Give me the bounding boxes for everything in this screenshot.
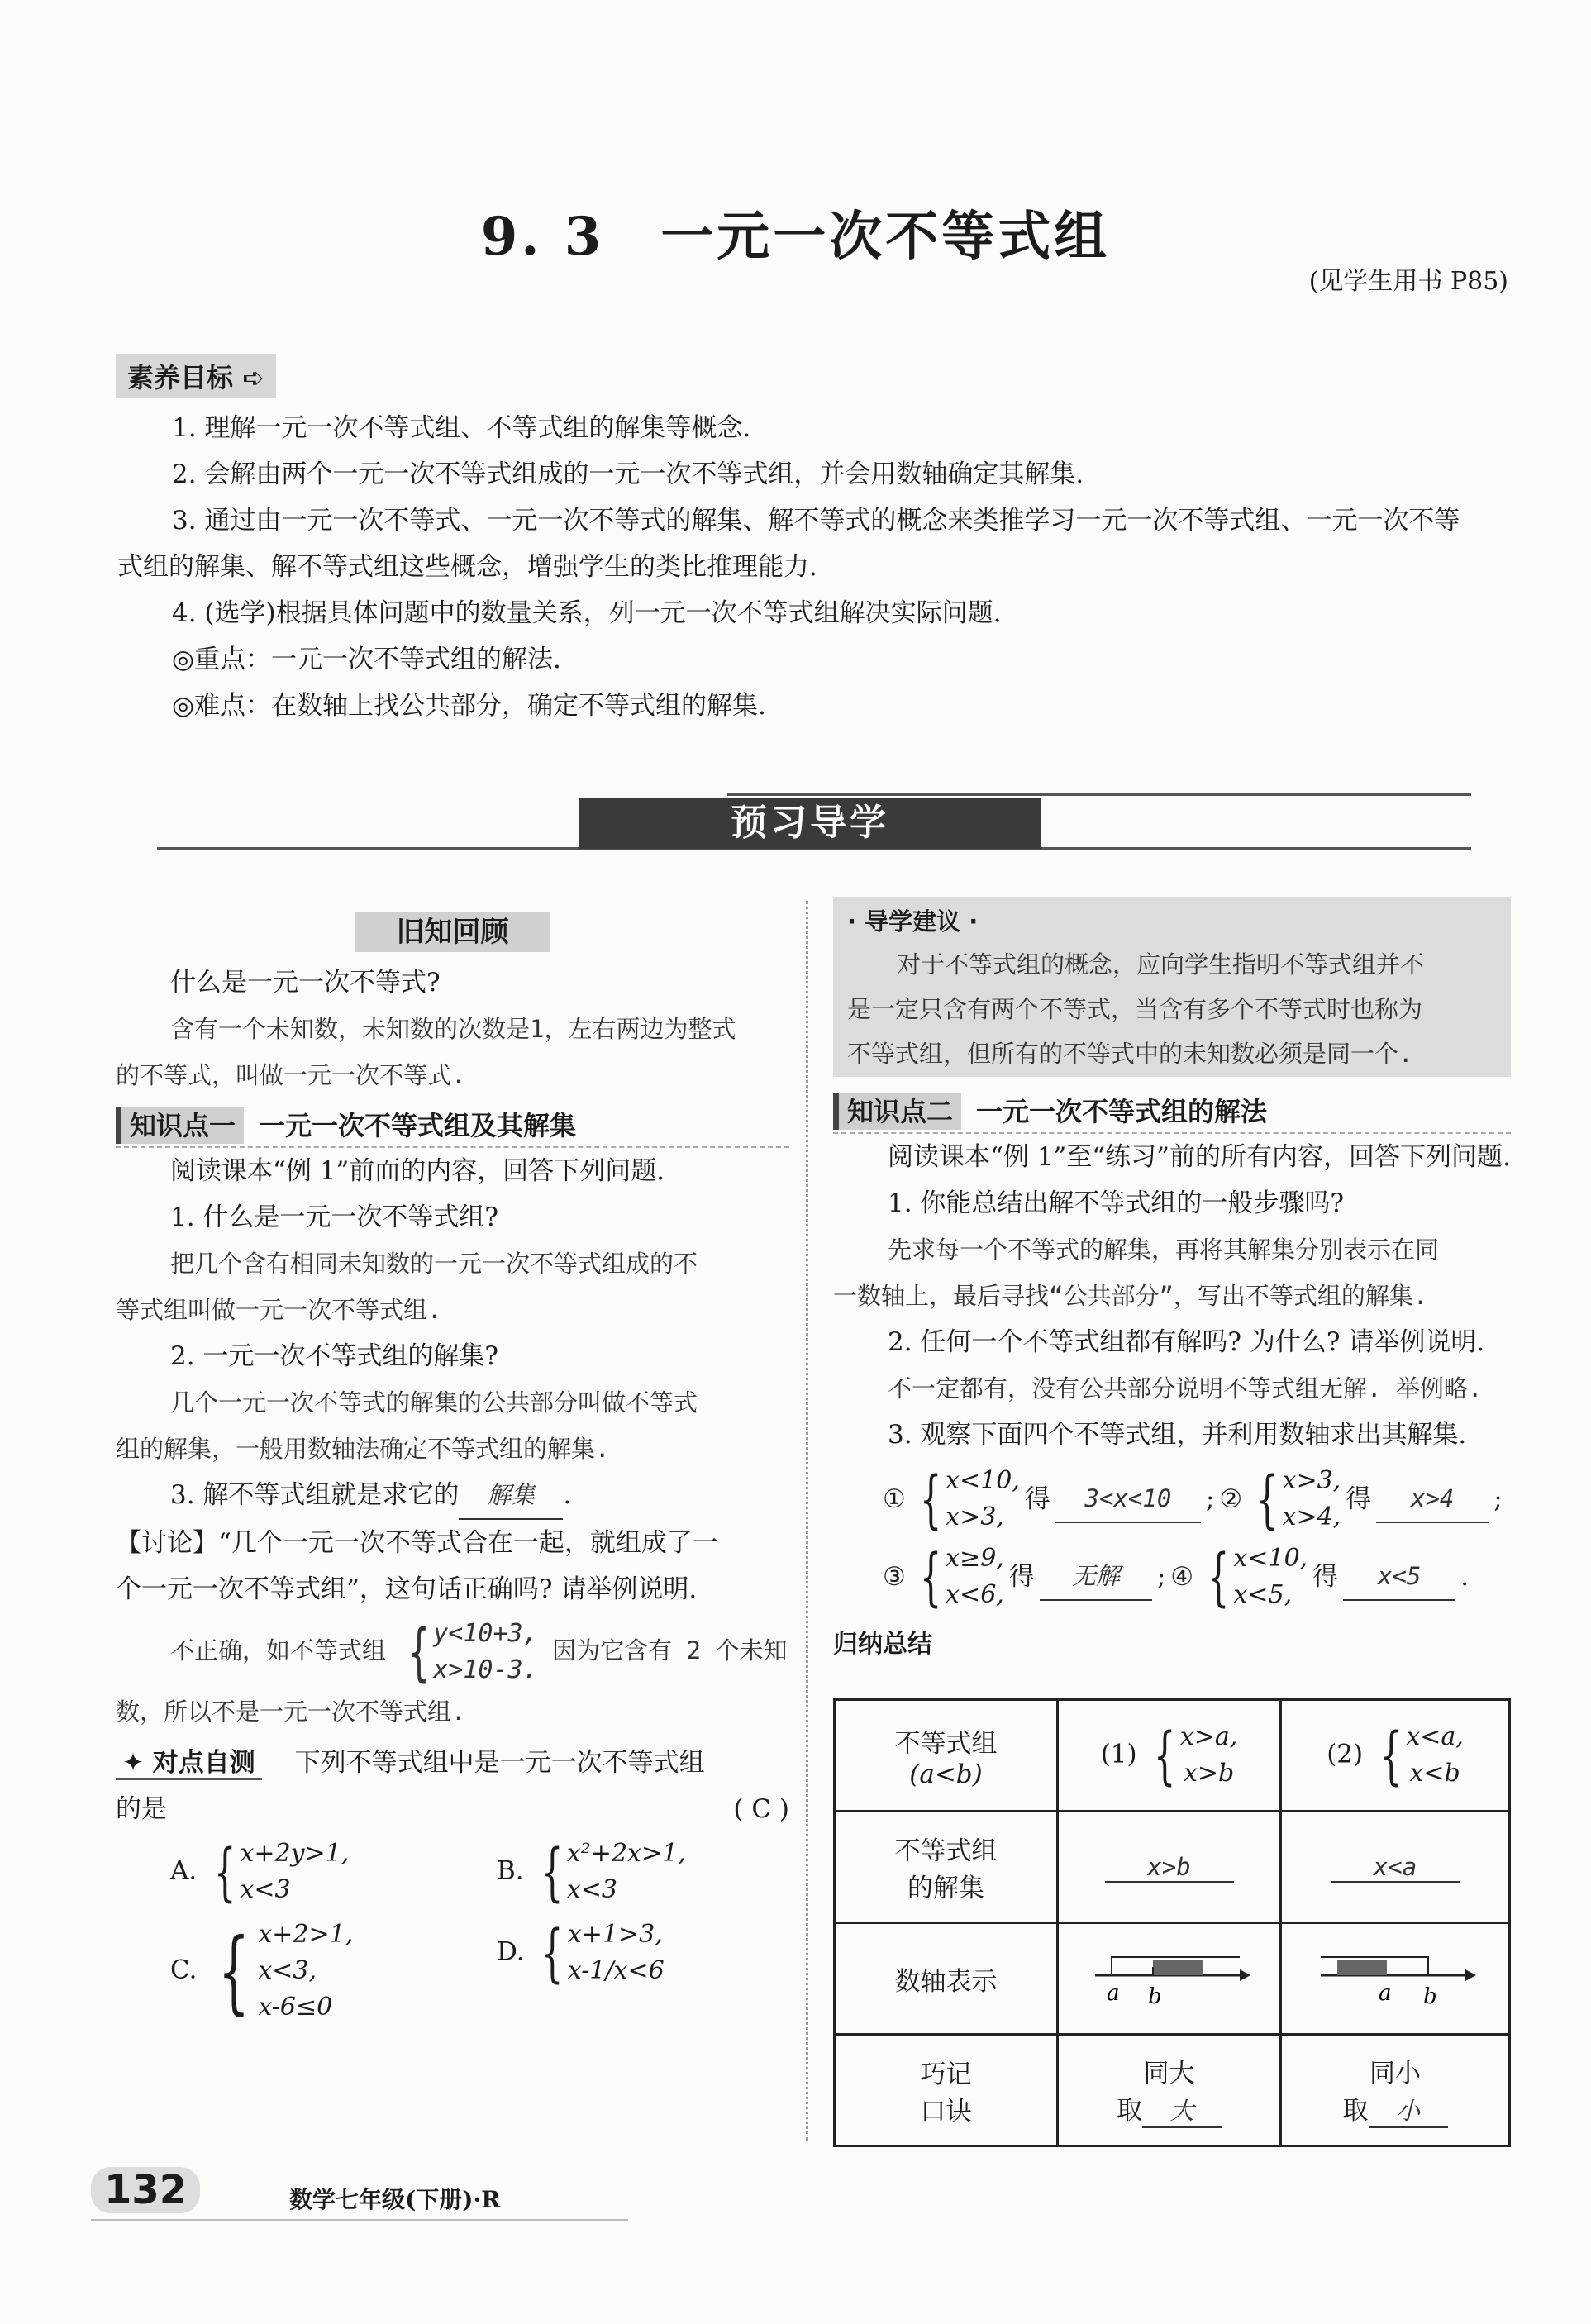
system-number: ② (1219, 1484, 1243, 1514)
inequality: x<10, (946, 1466, 1020, 1495)
get-word: 得 (1008, 1562, 1035, 1592)
inequality-system: { y<10+3, x>10-3. (408, 1615, 538, 1688)
period: . (563, 1480, 572, 1510)
answer: 组的解集，一般用数轴法确定不等式组的解集. (116, 1435, 610, 1463)
guide-line: 不等式组，但所有的不等式中的未知数必须是同一个. (847, 1040, 1413, 1068)
option-b (497, 1836, 823, 1908)
goals-tag-label: 素养目标 (127, 362, 234, 393)
table-cell (835, 1812, 1058, 1923)
answer: 几个一元一次不等式的解集的公共部分叫做不等式 (170, 1388, 698, 1417)
inequality: x>3, (1282, 1466, 1341, 1495)
inequality: x+2y>1, (240, 1839, 350, 1868)
answer-blank: 3<x<10 (1055, 1475, 1201, 1523)
summary-title: 归纳总结 (833, 1630, 932, 1659)
cell-number: (1) (1100, 1739, 1137, 1769)
key-point: ◎重点：一元一次不等式组的解法. (172, 645, 561, 674)
self-test-label: 对点自测 (152, 1748, 255, 1778)
inequality: x-6≤0 (258, 1993, 333, 2022)
cell-text: 不等式组 (894, 1728, 998, 1759)
systems-row-2 (833, 1541, 1511, 1613)
inequality: x+1>3, (567, 1920, 663, 1949)
book-title: 数学七年级(下册)·R (289, 2186, 501, 2213)
inequality: x<3 (240, 1875, 291, 1904)
guide-title: · 导学建议 · (847, 907, 979, 936)
right-column (833, 1091, 1511, 1660)
option-label: C. (170, 1955, 198, 1985)
answer-text: 不正确，如不等式组 (170, 1636, 387, 1664)
options-grid (116, 1836, 789, 2026)
goal-line: 式组的解集、解不等式组这些概念，增强学生的类比推理能力. (117, 552, 817, 582)
left-column (116, 909, 789, 2026)
cell-text: 不等式组 (894, 1836, 998, 1866)
table-cell (1058, 1812, 1281, 1923)
fill-question (116, 1472, 789, 1520)
review-answer: 的不等式，叫做一元一次不等式. (116, 1061, 466, 1089)
table-cell (1281, 1923, 1510, 2035)
inequality: x+2>1, (258, 1920, 354, 1949)
goal-line: 2. 会解由两个一元一次不等式组成的一元一次不等式组，并会用数轴确定其解集. (172, 460, 1084, 489)
solution-shade (1337, 1960, 1387, 1975)
guide-line: 是一定只含有两个不等式，当含有多个不等式时也称为 (847, 995, 1423, 1023)
separator: ; (1156, 1562, 1166, 1592)
arrow-icon: ➪ (242, 362, 264, 393)
arrow-icon (1465, 1969, 1476, 1981)
answer-blank: 解集 (459, 1472, 563, 1520)
answer-blank: x>b (1105, 1853, 1234, 1883)
answer-blank: x<a (1331, 1853, 1460, 1883)
question-text: 3. 解不等式组就是求它的 (170, 1480, 460, 1510)
answer-blank: x>4 (1376, 1475, 1489, 1523)
inequality: x≥9, (946, 1544, 1004, 1573)
goals-tag (116, 354, 276, 398)
question: 1. 什么是一元一次不等式组? (170, 1202, 499, 1232)
cell-text: 的解集 (907, 1874, 984, 1903)
table-cell (1058, 2035, 1281, 2146)
cell-text: 同小 (1369, 2059, 1421, 2088)
answer-text: 因为它含有 2 个未知 (552, 1636, 788, 1664)
kp2-intro: 阅读课本“例 1”至“练习”前的所有内容，回答下列问题. (888, 1142, 1511, 1172)
answer-blank: 小 (1369, 2093, 1448, 2128)
inequality-system: { x+2y>1, x<3 (213, 1835, 350, 1908)
option-d (497, 1917, 823, 2026)
option-a (170, 1836, 497, 1908)
guide-line: 对于不等式组的概念，应向学生指明不等式组并不 (897, 950, 1425, 979)
answer: 把几个含有相同未知数的一元一次不等式组成的不 (170, 1250, 698, 1278)
inequality: x<3, (258, 1956, 317, 1985)
option-label: D. (497, 1936, 525, 1967)
table-cell (835, 1700, 1058, 1812)
page-number: 132 (91, 2167, 200, 2213)
answer-blank: 大 (1142, 2093, 1222, 2128)
number-line-2 (1312, 1942, 1478, 2008)
table-cell (1281, 1700, 1510, 1812)
inequality: x<5, (1233, 1580, 1293, 1609)
self-test-tag: ✦ 对点自测 (116, 1748, 262, 1780)
inequality-system: { x<10, x<5, (1207, 1540, 1308, 1613)
inequality-system: { x+2>1, x<3, x-6≤0 (218, 1918, 354, 2024)
axis-label-a: a (1106, 1981, 1120, 2006)
inequality: x>4, (1282, 1503, 1341, 1531)
kp2-heading (833, 1091, 1511, 1134)
separator: ; (1205, 1484, 1215, 1514)
system-number: ④ (1170, 1562, 1194, 1592)
table-row (835, 1700, 1510, 1812)
inequality-system: { x<10, x>3, (919, 1462, 1020, 1536)
get-word: 得 (1312, 1562, 1339, 1592)
cell-text: 巧记 (920, 2060, 972, 2089)
inequality-system: { x>a, x>b (1154, 1718, 1238, 1792)
inequality: x<10, (1233, 1544, 1308, 1573)
question: 1. 你能总结出解不等式组的一般步骤吗? (888, 1188, 1345, 1218)
inequality-system: { x+1>3, x-1/x<6 (541, 1916, 665, 1989)
inequality-system: { x≥9, x<6, (919, 1540, 1004, 1613)
option-c (170, 1917, 497, 2026)
table-cell (1281, 2035, 1510, 2146)
banner-rule-top (727, 793, 1471, 796)
get-word: 得 (1024, 1484, 1050, 1514)
inequality: x>3, (946, 1503, 1004, 1531)
arrow-icon (1240, 1969, 1250, 1981)
inequality-system: { x²+2x>1, x<3 (541, 1835, 686, 1908)
table-row (835, 2035, 1510, 2146)
number-line-1 (1087, 1942, 1252, 2008)
difficult-point: ◎难点：在数轴上找公共部分，确定不等式组的解集. (172, 691, 766, 721)
kp1-heading (116, 1105, 789, 1148)
inequality: x<6, (946, 1580, 1004, 1609)
kp2-label: 知识点二 (833, 1093, 961, 1130)
discussion-answer (116, 1616, 789, 1688)
question: 2. 一元一次不等式组的解集? (170, 1341, 499, 1371)
inequality: y<10+3, (433, 1619, 538, 1648)
kp1-title: 一元一次不等式组及其解集 (259, 1110, 577, 1141)
inequality: x<3 (566, 1875, 618, 1904)
inequality: x>10-3. (433, 1655, 538, 1684)
cell-number: (2) (1327, 1739, 1364, 1769)
systems-row-1 (833, 1463, 1511, 1536)
axis-label-b: b (1147, 1984, 1162, 2008)
discussion: 个一元一次不等式组”，这句话正确吗? 请举例说明. (116, 1574, 698, 1604)
review-answer: 含有一个未知数，未知数的次数是1，左右两边为整式 (170, 1015, 736, 1043)
self-test-line2 (116, 1786, 789, 1832)
answer: 一数轴上，最后寻找“公共部分”，写出不等式组的解集. (833, 1282, 1428, 1310)
answer: 先求每一个不等式的解集，再将其解集分别表示在同 (888, 1236, 1440, 1264)
table-cell (1058, 1923, 1281, 2035)
self-test-answer: ( C ) (733, 1794, 789, 1824)
goal-line: 4. (选学)根据具体问题中的数量关系，列一元一次不等式组解决实际问题. (172, 598, 1002, 628)
footer-rule (91, 2219, 628, 2221)
cell-text: 口诀 (920, 2097, 972, 2126)
system-number: ① (883, 1484, 906, 1514)
get-word: 得 (1346, 1484, 1372, 1514)
inequality: x<b (1409, 1759, 1460, 1788)
answer: 等式组叫做一元一次不等式组. (116, 1296, 442, 1324)
table-cell (1281, 1812, 1510, 1923)
kp1-label: 知识点一 (116, 1107, 244, 1144)
page-title: 9. 3 一元一次不等式组 (480, 206, 1111, 268)
inequality: x<a, (1406, 1722, 1464, 1751)
option-label: A. (170, 1855, 198, 1886)
self-test (116, 1740, 789, 1786)
answer: 不一定都有，没有公共部分说明不等式组无解. 举例略. (888, 1374, 1483, 1402)
table-cell: 数轴表示 (835, 1923, 1058, 2035)
answer-blank: x<5 (1343, 1553, 1455, 1601)
goals-list (117, 405, 1522, 729)
inequality-system: { x<a, x<b (1379, 1718, 1464, 1792)
discussion-answer: 数，所以不是一元一次不等式组. (116, 1698, 466, 1726)
review-question: 什么是一元一次不等式? (170, 968, 441, 998)
question: 2. 任何一个不等式组都有解吗? 为什么? 请举例说明. (888, 1327, 1485, 1357)
table-row (835, 1812, 1510, 1923)
inequality: x>b (1183, 1759, 1235, 1788)
self-test-question: 下列不等式组中是一元一次不等式组 (294, 1748, 705, 1778)
inequality-system: { x>3, x>4, (1256, 1462, 1341, 1536)
self-test-question: 的是 (116, 1794, 167, 1824)
cell-text: (a<b) (909, 1759, 983, 1789)
review-tag: 旧知回顾 (355, 912, 550, 952)
section-banner: 预习导学 (579, 798, 1041, 849)
cell-text: 取 (1342, 2096, 1369, 2126)
table-row (835, 1923, 1510, 2035)
inequality: x-1/x<6 (567, 1956, 665, 1985)
solution-shade (1153, 1960, 1203, 1975)
reference-note: (见学生用书 P85) (1308, 267, 1508, 296)
kp1-intro: 阅读课本“例 1”前面的内容，回答下列问题. (170, 1156, 665, 1186)
question: 3. 观察下面四个不等式组，并利用数轴求出其解集. (888, 1420, 1467, 1450)
table-cell (1058, 1700, 1281, 1812)
cell-text: 同大 (1143, 2059, 1195, 2088)
cell-text: 取 (1117, 2096, 1142, 2126)
separator: ; (1493, 1484, 1503, 1514)
discussion: 【讨论】“几个一元一次不等式合在一起，就组成了一 (116, 1528, 718, 1558)
goal-line: 1. 理解一元一次不等式组、不等式组的解集等概念. (172, 413, 751, 443)
option-label: B. (497, 1855, 524, 1886)
summary-table (833, 1698, 1511, 2147)
separator: . (1460, 1562, 1470, 1592)
table-cell (835, 2035, 1058, 2146)
axis-label-a: a (1379, 1981, 1392, 2006)
axis-label-b: b (1423, 1984, 1437, 2008)
inequality: x>a, (1179, 1722, 1238, 1751)
guide-content (847, 901, 1500, 1076)
answer-blank: 无解 (1040, 1553, 1152, 1601)
inequality: x²+2x>1, (566, 1839, 686, 1868)
kp2-title: 一元一次不等式组的解法 (976, 1096, 1268, 1127)
goal-line: 3. 通过由一元一次不等式、一元一次不等式的解集、解不等式的概念来类推学习一元一次不等式组、一元一次不等 (172, 506, 1460, 536)
system-number: ③ (883, 1562, 906, 1592)
